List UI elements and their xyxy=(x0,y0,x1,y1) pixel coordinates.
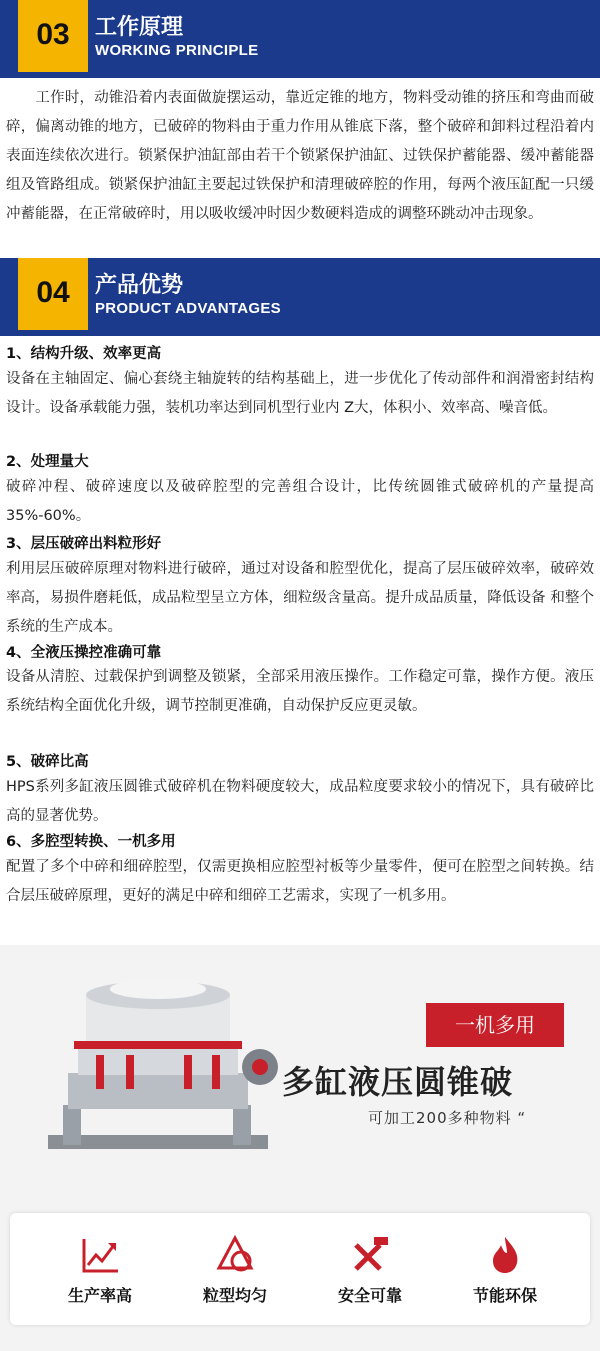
feature-card xyxy=(445,1213,565,1325)
advantage-text: 设备从清腔、过载保护到调整及锁紧，全部采用液压操作。工作稳定可靠，操作方便。液压系统结构全面优化升级，调节控制更准确，自动保护反应更灵敏。 xyxy=(6,669,594,714)
feature-label: 粒型均匀 xyxy=(202,1286,267,1305)
section-number: 03 xyxy=(18,0,88,64)
advantage-text: 配置了多个中碎和细碎腔型，仅需更换相应腔型衬板等少量零件，便可在腔型之间转换。结合层压破碎原理，更好的满足中碎和细碎工艺需求，实现了一机多用。 xyxy=(6,859,594,904)
section-title-en: WORKING PRINCIPLE xyxy=(95,42,259,59)
hammer-wrench-icon xyxy=(350,1235,390,1275)
shapes-icon xyxy=(215,1235,255,1275)
promo-subtitle: 可加工200多种物料 “ xyxy=(368,1109,527,1127)
multi-use-tag: 一机多用 xyxy=(426,1003,564,1047)
flame-icon xyxy=(485,1235,525,1275)
advantage-heading: 2、处理量大 xyxy=(6,454,89,470)
advantage-heading: 6、多腔型转换、一机多用 xyxy=(6,834,176,850)
feature-card xyxy=(40,1213,160,1325)
section-number: 04 xyxy=(18,258,88,322)
section-title-cn: 产品优势 xyxy=(95,273,184,298)
advantage-text: 设备在主轴固定、偏心套绕主轴旋转的结构基础上，进一步优化了传动部件和润滑密封结构设计。设备承载能力强，装机功率达到同机型行业内 Z大，体积小、效率高、噪音低。 xyxy=(6,371,594,416)
section-title-en: PRODUCT ADVANTAGES xyxy=(95,300,281,317)
advantage-text: HPS系列多缸液压圆锥式破碎机在物料硬度较大，成品粒度要求较小的情况下，具有破碎比高的显著优势。 xyxy=(6,779,594,824)
promo-title: 多缸液压圆锥破 xyxy=(282,1063,514,1101)
feature-label: 生产率高 xyxy=(67,1286,132,1305)
feature-label: 安全可靠 xyxy=(337,1286,402,1305)
cone-crusher-image xyxy=(38,955,278,1165)
growth-chart-icon xyxy=(80,1235,120,1275)
product-promo-panel xyxy=(0,945,600,1351)
working-principle-paragraph: 工作时，动锥沿着内表面做旋摆运动，靠近定锥的地方，物料受动锥的挤压和弯曲而破碎，偏离动锥的地方，已破碎的物料由于重力作用从锥底下落，整个破碎和卸料过程沿着内表面连续依次进行。锁紧保护油缸部由若干个锁紧保护油缸、过铁保护蓄能器、缓冲蓄能器组及管路组成。锁紧保护油缸主要起过铁保护和清理破碎腔的作用，每两个液压缸配一只缓冲蓄能器，在正常破碎时，用以吸收缓冲时因少数硬料造成的调整环跳动冲击现象。 xyxy=(6,90,594,222)
section-banner-working-principle xyxy=(0,0,600,78)
section-title-cn: 工作原理 xyxy=(95,15,184,40)
feature-card xyxy=(175,1213,295,1325)
advantage-heading: 1、结构升级、效率更高 xyxy=(6,346,162,362)
feature-cards xyxy=(10,1213,590,1325)
advantage-text: 利用层压破碎原理对物料进行破碎，通过对设备和腔型优化，提高了层压破碎效率，破碎效率高，易损件磨耗低，成品粒型呈立方体，细粒级含量高。提升成品质量，降低设备 和整个系统的生产成本。 xyxy=(6,561,594,635)
feature-label: 节能环保 xyxy=(472,1286,537,1305)
advantage-heading: 5、破碎比高 xyxy=(6,754,89,770)
advantage-heading: 4、全液压操控准确可靠 xyxy=(6,645,162,661)
feature-card xyxy=(310,1213,430,1325)
section-banner-product-advantages xyxy=(0,258,600,336)
advantage-heading: 3、层压破碎出料粒形好 xyxy=(6,536,162,552)
advantage-text: 破碎冲程、破碎速度以及破碎腔型的完善组合设计，比传统圆锥式破碎机的产量提高 35%-60%。 xyxy=(6,479,594,524)
